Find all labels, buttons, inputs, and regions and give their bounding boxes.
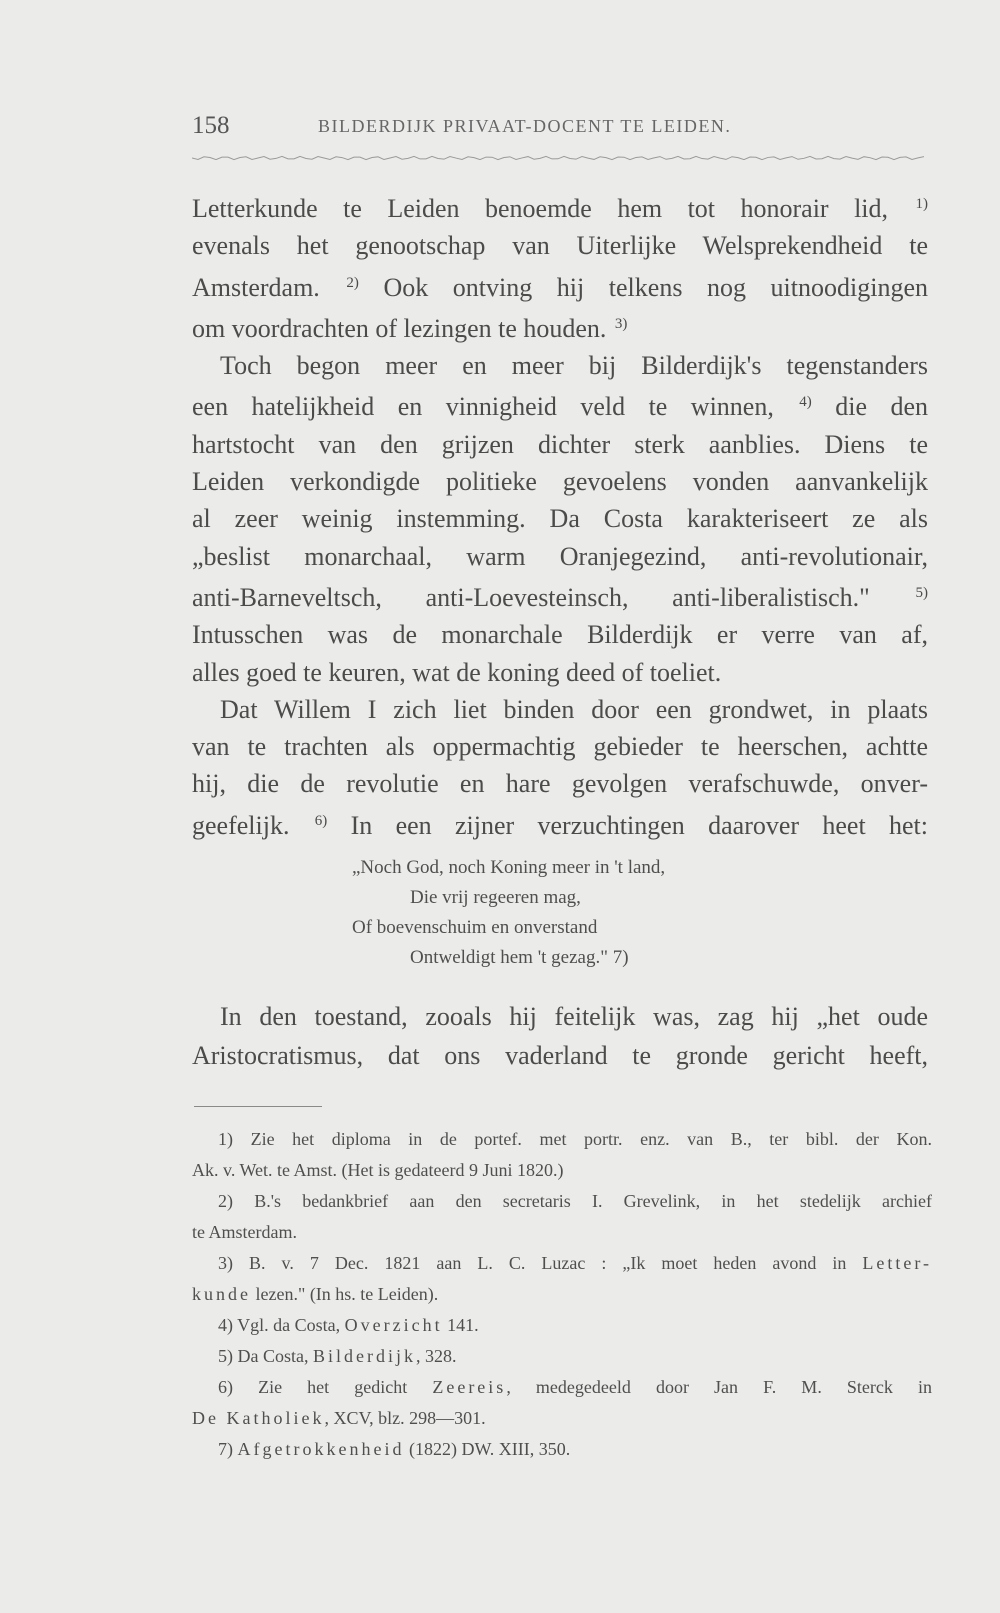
- footnote-ref: 5): [915, 584, 929, 601]
- footnote-1-cont: Ak. v. Wet. te Amst. (Het is gedateerd 9 Juni 1820.): [192, 1160, 564, 1180]
- footnote-ref: 2): [346, 274, 359, 291]
- footnote-ref: 7): [612, 947, 629, 968]
- footnote-4: 4) Vgl. da Costa, Overzicht 141.: [218, 1315, 479, 1335]
- text-line: een hatelijkheid en vinnigheid veld te winnen, $^{4)}$ die den: [192, 392, 929, 422]
- text-line: hartstocht van den grijzen dichter sterk aanblies. Diens te: [192, 429, 928, 459]
- footnotes: [192, 1124, 932, 1465]
- text-line: van te trachten als oppermachtig gebieder te heerschen, achtte: [192, 732, 928, 762]
- main-text: [192, 186, 928, 844]
- footnote-separator: [194, 1106, 322, 1107]
- running-head: BILDERDIJK PRIVAAT-DOCENT TE LEIDEN.: [318, 116, 732, 136]
- text-line: anti-Barneveltsch, anti-Loevesteinsch, anti-liberalistisch." $^{5)}$: [192, 582, 929, 612]
- poem-line: Ontweldigt hem 't gezag." 7): [410, 947, 629, 968]
- text-line: In den toestand, zooals hij feitelijk was, zag hij „het oude: [220, 1002, 928, 1031]
- page-number: 158: [192, 112, 230, 139]
- header-wavy-rule: [192, 153, 926, 163]
- text-line: Aristocratismus, dat ons vaderland te gronde gericht heeft,: [192, 1041, 928, 1070]
- footnote-2-cont: te Amsterdam.: [192, 1222, 297, 1242]
- text-line: Letterkunde te Leiden benoemde hem tot honorair lid, $^{1)}$: [192, 194, 928, 223]
- footnote-6-cont: De Katholiek, XCV, blz. 298—301.: [192, 1408, 486, 1428]
- main-text-continued: [192, 997, 928, 1075]
- footnote-1: 1) Zie het diploma in de portef. met portr. enz. van B., ter bibl. der Kon.: [218, 1129, 932, 1149]
- footnote-3-cont: kunde lezen." (In hs. te Leiden).: [192, 1284, 439, 1304]
- page-header: [192, 112, 926, 148]
- footnote-5: 5) Da Costa, Bilderdijk, 328.: [218, 1346, 457, 1366]
- text-line: evenals het genootschap van Uiterlijke Welsprekendheid te: [192, 231, 928, 261]
- text-line: Toch begon meer en meer bij Bilderdijk's tegenstanders: [220, 351, 928, 381]
- footnote-ref: 1): [915, 196, 928, 212]
- footnote-6: 6) Zie het gedicht Zeereis, medegedeeld door Jan F. M. Sterck in: [218, 1377, 932, 1397]
- text-line: om voordrachten of lezingen te houden. $^{3)}$: [192, 313, 628, 343]
- footnote-7: 7) Afgetrokkenheid (1822) DW. XIII, 350.: [218, 1439, 571, 1459]
- footnote-ref: 4): [799, 394, 812, 411]
- text-line: Leiden verkondigde politieke gevoelens vonden aanvankelijk: [192, 467, 928, 497]
- footnote-ref: 6): [314, 812, 328, 829]
- text-line: al zeer weinig instemming. Da Costa karakteriseert ze als: [192, 504, 928, 534]
- text-line: alles goed te keuren, wat de koning deed of toeliet.: [192, 657, 722, 687]
- text-line: Amsterdam. $^{2)}$ Ook ontving hij telkens nog uitnoodigingen: [192, 272, 928, 302]
- poem-quote: [352, 853, 665, 973]
- poem-line: Of boevenschuim en onverstand: [352, 917, 598, 938]
- text-line: geefelijk. $^{6)}$ In een zijner verzuchtingen daarover heet het:: [192, 810, 928, 840]
- text-line: „beslist monarchaal, warm Oranjegezind, anti-revolutionair,: [192, 541, 928, 571]
- text-line: hij, die de revolutie en hare gevolgen verafschuwde, onver-: [192, 769, 928, 799]
- poem-line: „Noch God, noch Koning meer in 't land,: [352, 857, 666, 878]
- text-line: Intusschen was de monarchale Bilderdijk er verre van af,: [192, 620, 928, 650]
- text-line: Dat Willem I zich liet binden door een grondwet, in plaats: [220, 694, 928, 724]
- poem-line: Die vrij regeeren mag,: [410, 887, 581, 908]
- footnote-ref: 3): [614, 315, 628, 332]
- footnote-2: 2) B.'s bedankbrief aan den secretaris I. Grevelink, in het stedelijk archief: [218, 1191, 932, 1211]
- footnote-3: 3) B. v. 7 Dec. 1821 aan L. C. Luzac : „Ik moet heden avond in Letter-: [218, 1253, 932, 1273]
